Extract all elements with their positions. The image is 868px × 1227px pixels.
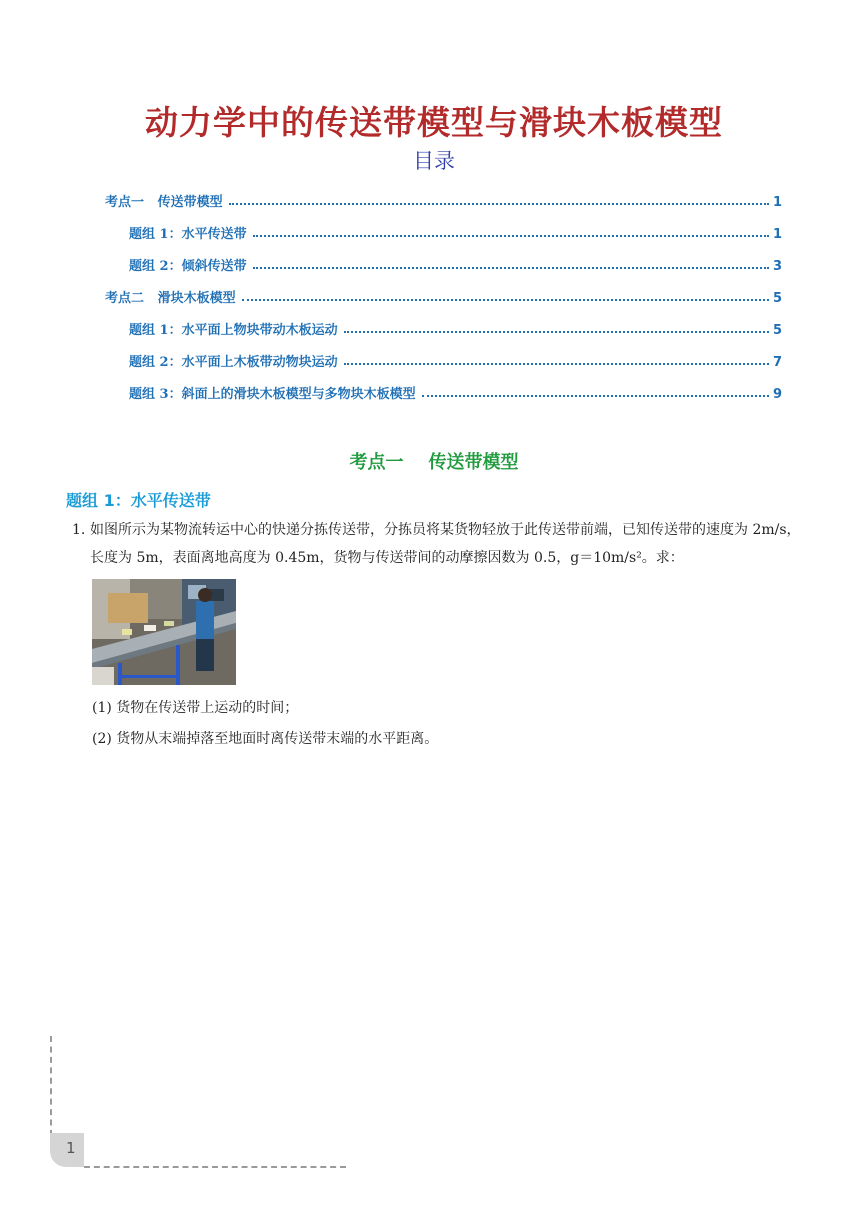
toc-heading: 目录 [413,149,455,173]
toc-leader-dots [422,395,769,397]
toc-leader-dots [229,203,769,205]
toc-entry-page: 1 [772,227,782,242]
toc-leader-dots [344,363,769,365]
toc-entry-page: 5 [772,291,782,306]
toc-entry[interactable] [105,338,782,370]
toc-entry[interactable] [105,274,782,306]
conveyor-belt-photo [92,579,236,685]
problem-statement [72,516,812,572]
page-number: 1 [66,1139,76,1157]
toc-entry[interactable] [105,178,782,210]
table-of-contents [105,178,782,402]
question-2: (2) 货物从末端掉落至地面时离传送带末端的水平距离。 [92,731,439,747]
toc-leader-dots [253,267,769,269]
toc-entry[interactable] [105,306,782,338]
section-heading: 考点一 传送带模型 [349,452,519,473]
problem-number: 1. [72,522,86,538]
toc-entry-label: 题组 2：倾斜传送带 [129,259,247,274]
toc-entry-page: 5 [772,323,782,338]
toc-entry[interactable] [105,210,782,242]
toc-entry[interactable] [105,370,782,402]
group-heading: 题组 1：水平传送带 [66,491,211,510]
document-title: 动力学中的传送带模型与滑块木板模型 [145,103,723,142]
toc-entry-label: 考点二 滑块木板模型 [105,291,236,306]
margin-dashed-line [50,1036,52,1136]
toc-entry[interactable] [105,242,782,274]
toc-entry-page: 3 [772,259,782,274]
toc-entry-page: 9 [772,387,782,402]
toc-leader-dots [242,299,769,301]
toc-entry-page: 1 [772,195,782,210]
problem-text: 如图所示为某物流转运中心的快递分拣传送带，分拣员将某货物轻放于此传送带前端，已知传送带的速度为 2m/s，长度为 5m，表面离地高度为 0.45m，货物与传送带间的动摩擦因数为 0.5，g＝10m/s²。求： [90,522,801,566]
toc-entry-label: 题组 2：水平面上木板带动物块运动 [129,355,338,370]
toc-entry-page: 7 [772,355,782,370]
question-1: (1) 货物在传送带上运动的时间； [92,700,299,716]
toc-leader-dots [344,331,769,333]
footer-dashed-line [84,1166,346,1168]
toc-entry-label: 题组 1：水平面上物块带动木板运动 [129,323,338,338]
toc-leader-dots [253,235,769,237]
toc-entry-label: 题组 1：水平传送带 [129,227,247,242]
toc-entry-label: 考点一 传送带模型 [105,195,223,210]
toc-entry-label: 题组 3：斜面上的滑块木板模型与多物块木板模型 [129,387,416,402]
